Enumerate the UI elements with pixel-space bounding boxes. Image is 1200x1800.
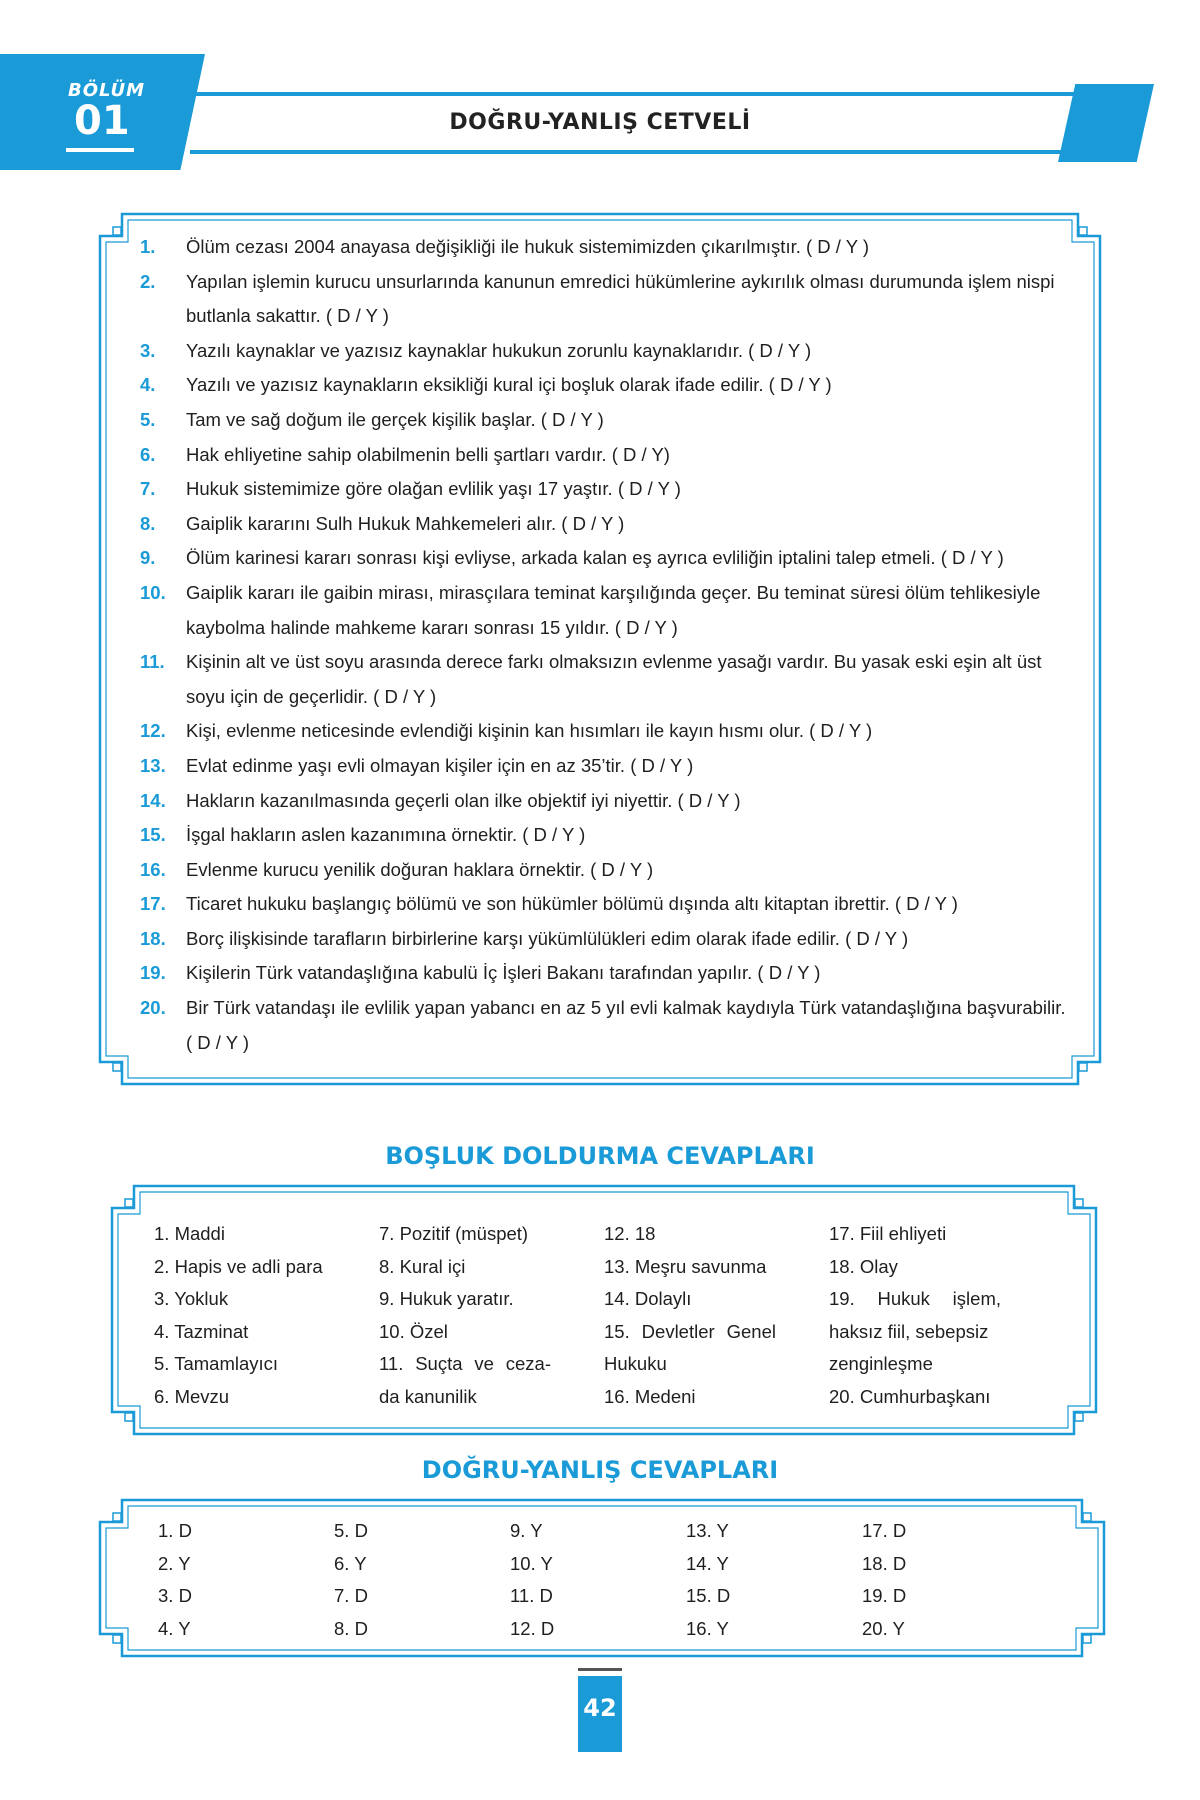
question-text: Bir Türk vatandaşı ile evlilik yapan yabancı en az 5 yıl evli kalmak kaydıyla Türk vatandaşlığına başvurabilir. ( D / Y ) bbox=[186, 997, 1066, 1053]
question-number: 3. bbox=[140, 339, 156, 361]
question-number: 11. bbox=[140, 651, 165, 673]
list-item bbox=[140, 922, 1070, 957]
answer-item: 12. 18 bbox=[604, 1223, 656, 1244]
question-text: Gaiplik kararını Sulh Hukuk Mahkemeleri alır. ( D / Y ) bbox=[186, 512, 625, 534]
answer-item: 1. D bbox=[158, 1520, 192, 1541]
list-item bbox=[140, 230, 1070, 265]
question-text: Yazılı ve yazısız kaynakların eksikliği kural içi boşluk olarak ifade edilir. ( D / Y ) bbox=[186, 374, 832, 396]
question-text: Kişi, evlenme neticesinde evlendiği kişinin kan hısımları ile kayın hısmı olur. ( D / Y ) bbox=[186, 720, 873, 742]
fill-answers-column bbox=[604, 1218, 829, 1414]
fill-answers-column bbox=[379, 1218, 604, 1414]
answer-item: 18. Olay bbox=[829, 1255, 898, 1277]
answer-item: 5. D bbox=[334, 1520, 368, 1541]
list-item bbox=[140, 368, 1070, 403]
page-title: DOĞRU-YANLIŞ CETVELİ bbox=[449, 110, 751, 135]
answer-item: 16. Medeni bbox=[604, 1385, 696, 1407]
answer-item: 9. Hukuk yaratır. bbox=[379, 1288, 514, 1310]
answer-item: 17. D bbox=[862, 1520, 907, 1541]
list-item bbox=[140, 541, 1070, 576]
answer-item: haksız fiil, sebepsiz bbox=[829, 1320, 989, 1342]
answer-item: 7. D bbox=[334, 1585, 368, 1607]
question-number: 10. bbox=[140, 581, 166, 603]
question-number: 6. bbox=[140, 443, 156, 465]
chapter-label: BÖLÜM bbox=[68, 80, 146, 101]
question-text: Ölüm karinesi kararı sonrası kişi evliyse, arkada kalan eş ayrıca evliliğin iptalini talep etmeli. ( D / Y ) bbox=[186, 547, 1004, 569]
answer-item: 12. D bbox=[510, 1617, 555, 1639]
answer-item: 4. Y bbox=[158, 1617, 191, 1639]
question-text: Yazılı kaynaklar ve yazısız kaynaklar hukukun zorunlu kaynaklarıdır. ( D / Y ) bbox=[186, 339, 812, 361]
tf-answers-grid bbox=[158, 1515, 1038, 1645]
list-item bbox=[140, 507, 1070, 542]
answer-item: 14. Dolaylı bbox=[604, 1288, 692, 1310]
list-item bbox=[140, 438, 1070, 473]
answer-item: 11. Suçta ve ceza- bbox=[379, 1353, 551, 1375]
question-number: 13. bbox=[140, 754, 166, 776]
question-text: Evlenme kurucu yenilik doğuran haklara örnektir. ( D / Y ) bbox=[186, 858, 654, 880]
list-item bbox=[140, 956, 1070, 991]
chapter-underline bbox=[66, 148, 134, 152]
list-item bbox=[140, 887, 1070, 922]
answer-item: 18. D bbox=[862, 1552, 907, 1574]
answer-item: 11. D bbox=[510, 1585, 553, 1607]
question-number: 15. bbox=[140, 824, 166, 846]
chapter-number: 01 bbox=[74, 98, 130, 144]
fill-answers-title: BOŞLUK DOLDURMA CEVAPLARI bbox=[385, 1142, 815, 1170]
answer-item: Hukuku bbox=[604, 1353, 667, 1375]
answer-item: 20. Y bbox=[862, 1617, 905, 1639]
answer-item: zenginleşme bbox=[829, 1353, 933, 1375]
fill-answers-column bbox=[154, 1218, 379, 1414]
answer-item: 13. Meşru savunma bbox=[604, 1255, 767, 1277]
question-text: Hakların kazanılmasında geçerli olan ilke objektif iyi niyettir. ( D / Y ) bbox=[186, 789, 741, 811]
tf-answers-column bbox=[686, 1515, 862, 1645]
fill-answers-column bbox=[829, 1218, 1054, 1414]
question-text: Ölüm cezası 2004 anayasa değişikliği ile hukuk sistemimizden çıkarılmıştır. ( D / Y ) bbox=[186, 236, 870, 257]
question-number: 5. bbox=[140, 408, 156, 430]
question-text: Hak ehliyetine sahip olabilmenin belli şartları vardır. ( D / Y) bbox=[186, 443, 670, 465]
answer-item: 6. Y bbox=[334, 1552, 367, 1574]
question-number: 12. bbox=[140, 720, 166, 742]
tf-answers-title: DOĞRU-YANLIŞ CEVAPLARI bbox=[421, 1456, 779, 1484]
question-number: 8. bbox=[140, 512, 156, 534]
answer-item: 10. Özel bbox=[379, 1320, 448, 1342]
answer-item: 17. Fiil ehliyeti bbox=[829, 1223, 947, 1244]
question-text: Yapılan işlemin kurucu unsurlarında kanunun emredici hükümlerine aykırılık olması durumunda işlem nispi butlanla sakattır. ( D / Y ) bbox=[186, 270, 1055, 327]
answer-item: 6. Mevzu bbox=[154, 1385, 230, 1407]
question-number: 7. bbox=[140, 478, 156, 500]
list-item bbox=[140, 265, 1070, 334]
question-number: 19. bbox=[140, 962, 166, 984]
answer-item: da kanunilik bbox=[379, 1385, 477, 1407]
answer-item: 16. Y bbox=[686, 1617, 729, 1639]
page-number: 42 bbox=[578, 1676, 622, 1752]
list-item bbox=[140, 818, 1070, 853]
question-number: 20. bbox=[140, 997, 166, 1019]
list-item bbox=[140, 749, 1070, 784]
question-text: Borç ilişkisinde tarafların birbirlerine karşı yükümlülükleri edim olarak ifade edilir. ( D / Y ) bbox=[186, 927, 909, 949]
answer-item: 8. Kural içi bbox=[379, 1255, 466, 1277]
answer-item: 3. Yokluk bbox=[154, 1288, 229, 1310]
list-item bbox=[140, 784, 1070, 819]
question-text: Kişilerin Türk vatandaşlığına kabulü İç İşleri Bakanı tarafından yapılır. ( D / Y ) bbox=[186, 962, 821, 984]
list-item bbox=[140, 714, 1070, 749]
answer-item: 13. Y bbox=[686, 1520, 729, 1541]
page-number-rule bbox=[578, 1668, 622, 1671]
question-number: 18. bbox=[140, 927, 166, 949]
question-number: 4. bbox=[140, 374, 156, 396]
tf-answers-column bbox=[334, 1515, 510, 1645]
tf-answers-column bbox=[862, 1515, 1038, 1645]
answer-item: 2. Y bbox=[158, 1552, 191, 1574]
answer-item: 15. Devletler Genel bbox=[604, 1320, 776, 1342]
question-list bbox=[140, 230, 1070, 1060]
answer-item: 7. Pozitif (müspet) bbox=[379, 1223, 529, 1244]
question-text: Ticaret hukuku başlangıç bölümü ve son hükümler bölümü dışında altı kitaptan ibrettir. ( D / Y ) bbox=[186, 893, 958, 915]
answer-item: 8. D bbox=[334, 1617, 368, 1639]
answer-item: 4. Tazminat bbox=[154, 1320, 249, 1342]
answer-item: 20. Cumhurbaşkanı bbox=[829, 1385, 991, 1407]
question-text: İşgal hakların aslen kazanımına örnektir. ( D / Y ) bbox=[186, 824, 586, 846]
question-number: 9. bbox=[140, 547, 156, 569]
tf-answers-column bbox=[510, 1515, 686, 1645]
list-item bbox=[140, 472, 1070, 507]
question-text: Gaiplik kararı ile gaibin mirası, mirasçılara teminat karşılığında geçer. Bu teminat süresi ölüm tehlikesiyle kaybolma halinde mahkeme kararı sonrası 15 yıldır. ( D / Y ) bbox=[186, 581, 1041, 638]
question-text: Evlat edinme yaşı evli olmayan kişiler için en az 35’tir. ( D / Y ) bbox=[186, 754, 694, 776]
answer-item: 3. D bbox=[158, 1585, 192, 1607]
answer-item: 10. Y bbox=[510, 1552, 553, 1574]
tf-answers-column bbox=[158, 1515, 334, 1645]
answer-item: 1. Maddi bbox=[154, 1223, 225, 1244]
list-item bbox=[140, 403, 1070, 438]
fill-answers-grid bbox=[154, 1218, 1054, 1414]
question-number: 17. bbox=[140, 893, 166, 915]
answer-item: 9. Y bbox=[510, 1520, 543, 1541]
answer-item: 5. Tamamlayıcı bbox=[154, 1353, 279, 1375]
question-number: 2. bbox=[140, 270, 156, 292]
question-text: Tam ve sağ doğum ile gerçek kişilik başlar. ( D / Y ) bbox=[186, 408, 604, 430]
list-item bbox=[140, 645, 1070, 714]
question-text: Kişinin alt ve üst soyu arasında derece farkı olmaksızın evlenme yasağı vardır. Bu yasak eski eşin alt üst soyu için de geçerlidir. ( D / Y ) bbox=[186, 651, 1042, 707]
list-item bbox=[140, 853, 1070, 888]
question-number: 14. bbox=[140, 789, 166, 811]
question-text: Hukuk sistemimize göre olağan evlilik yaşı 17 yaştır. ( D / Y ) bbox=[186, 478, 681, 500]
question-number: 1. bbox=[140, 236, 156, 257]
answer-item: 15. D bbox=[686, 1585, 731, 1607]
answer-item: 19. D bbox=[862, 1585, 907, 1607]
answer-item: 2. Hapis ve adli para bbox=[154, 1255, 323, 1277]
question-number: 16. bbox=[140, 858, 166, 880]
list-item bbox=[140, 334, 1070, 369]
answer-item: 14. Y bbox=[686, 1552, 729, 1574]
answer-item: 19. Hukuk işlem, bbox=[829, 1288, 1001, 1310]
list-item bbox=[140, 991, 1070, 1060]
list-item bbox=[140, 576, 1070, 645]
